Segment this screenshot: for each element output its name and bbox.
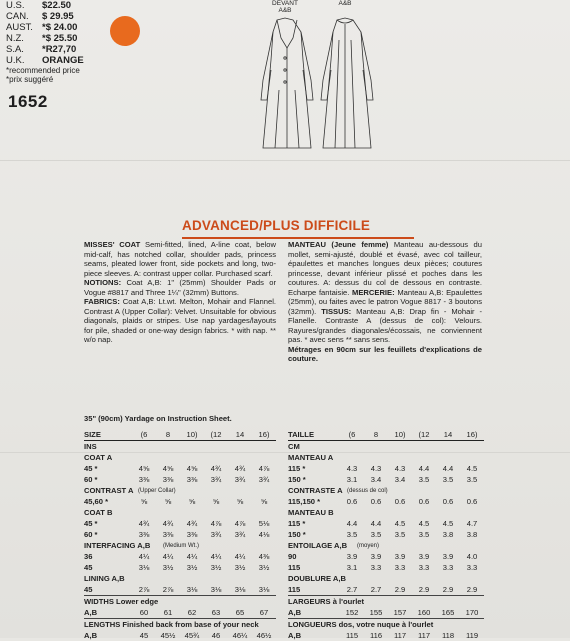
english-body: Semi-fitted, lined, A-line coat, below mid-calf, has notched collar, shoulder pads, princess seams, pleated lower front, side pockets and long, two-piece sleeves. A: contrast upper collar. Purchased scarf. (84, 240, 276, 278)
table-row (84, 441, 276, 452)
table-cell: 3.5 (394, 530, 406, 539)
table-row (84, 562, 276, 573)
table-row (288, 595, 484, 607)
table-cell: 3.5 (466, 475, 478, 484)
table-header-cell: (6 (140, 429, 148, 439)
table-cell: 3¾ (210, 530, 222, 539)
table-cell: 4⅛ (258, 530, 270, 539)
table-cell: 4⅞ (234, 519, 246, 528)
table-row (288, 584, 484, 595)
table-row-label: A,B (84, 631, 98, 640)
table-cell: 117 (393, 631, 407, 640)
table-cell: 3¾ (210, 475, 222, 484)
table-cell: 3.8 (442, 530, 454, 539)
table-row-label: 115,150 * (288, 497, 321, 506)
table-cell: 4¾ (162, 519, 174, 528)
table-cell: 45¾ (184, 631, 200, 640)
table-row-label: MANTEAU A (288, 453, 334, 462)
table-cell: 3.1 (346, 563, 358, 572)
table-row (288, 463, 484, 474)
table-row-sublabel: (moyen) (357, 542, 380, 549)
table-cell: ⅝ (260, 497, 268, 506)
table-cell: 3¾ (258, 475, 270, 484)
table-cell: 46½ (256, 631, 272, 640)
coat-line-drawing-icon (255, 0, 375, 150)
table-row (288, 474, 484, 485)
table-row-sublabel: (Medium Wt.) (163, 542, 199, 549)
table-cell: 4⅞ (210, 519, 222, 528)
table-cell: 4⅞ (258, 464, 270, 473)
table-row-label: 45 * (84, 464, 98, 473)
table-header-cell: SIZE (84, 429, 101, 439)
table-header-cell: TAILLE (288, 429, 315, 439)
table-row-label: DOUBLURE A,B (288, 574, 346, 583)
table-row (84, 463, 276, 474)
table-row-label: 115 (288, 563, 301, 572)
table-cell: 4¼ (162, 552, 174, 561)
table-cell: 3.8 (466, 530, 478, 539)
table-cell: 3.5 (442, 475, 454, 484)
pattern-number: 1652 (8, 92, 48, 111)
table-row (84, 540, 276, 551)
table-cell: 3¾ (234, 475, 246, 484)
price-note: *recommended price (6, 66, 80, 75)
orange-dot-icon (110, 16, 140, 46)
table-cell: 3.9 (418, 552, 430, 561)
table-row (288, 607, 484, 618)
table-cell: 3.5 (346, 530, 358, 539)
price-row (6, 22, 84, 33)
table-row (288, 518, 484, 529)
table-cell: 4.0 (466, 552, 478, 561)
table-cell: 4¼ (186, 552, 198, 561)
table-cell: 3½ (258, 563, 270, 572)
table-cell: 0.6 (442, 497, 454, 506)
table-cell: 4¾ (186, 519, 198, 528)
french-body: Manteau au-dessous du mollet, semi-ajusté, doublé et évasé, avec col tailleur, épaulettes et manches longues deux pièces; coutures princesse, devant inférieur plissé et poches dans les coutures. A: dessus du col de dessous en contraste. Echarpe fantaisie. (288, 240, 482, 297)
table-row-sublabel: (Upper Collar) (138, 487, 176, 494)
table-row (288, 551, 484, 562)
table-cell: 3.3 (394, 563, 406, 572)
table-row-sublabel: (dessus de col) (347, 487, 388, 494)
price-row (6, 55, 84, 66)
table-header-cell: 16) (258, 429, 270, 439)
table-cell: 2.7 (370, 585, 382, 594)
table-row-label: CONTRAST A (84, 486, 134, 495)
table-cell: 2.9 (466, 585, 478, 594)
table-cell: 4.5 (466, 464, 478, 473)
table-cell: 3⅜ (186, 475, 198, 484)
table-row-label: COAT B (84, 508, 113, 517)
table-cell: 115 (345, 631, 359, 640)
table-cell: 165 (441, 608, 455, 617)
yardage-note: 35" (90cm) Yardage on Instruction Sheet. (84, 414, 232, 423)
table-header-cell: 10) (186, 429, 198, 439)
fabrics-text: Coat A,B: Lt.wt. Melton, Mohair and Flannel. Contrast A (Upper Collar): Velvet. Unsuitable for obvious diagonals, plaids or stripes. Use nap yardages/layouts for pile, shaded or one-way design fabrics. * with nap. ** w/o nap. (84, 297, 276, 344)
price-row (6, 0, 84, 11)
table-cell: 3.5 (418, 530, 430, 539)
table-cell: 4⅝ (186, 464, 198, 473)
table-row (84, 551, 276, 562)
table-cell: 4.4 (370, 519, 382, 528)
table-cell: 3.5 (370, 530, 382, 539)
table-row-label: 60 * (84, 475, 98, 484)
table-header-cell: (12 (418, 429, 430, 439)
price-value: $ 29.95 (42, 11, 74, 22)
table-row (84, 452, 276, 463)
mercerie-text: Manteau A,B: Epaulettes (25mm), ou faites avec le patron Vogue 8817 - 3 boutons (32mm). (288, 287, 482, 316)
table-row-label: 60 * (84, 530, 98, 539)
table-row-label: 36 (84, 552, 93, 561)
price-list (6, 0, 84, 84)
table-row (84, 573, 276, 584)
table-row (84, 507, 276, 518)
table-row (288, 485, 484, 496)
price-country: S.A. (6, 44, 24, 55)
metrage-note: Métrages en 90cm sur les feuillets d'explications de couture. (288, 344, 482, 363)
english-title: MISSES' COAT (84, 240, 141, 249)
table-cell: 4.4 (442, 464, 454, 473)
table-cell: 4¾ (210, 464, 222, 473)
table-cell: 0.6 (418, 497, 430, 506)
table-row-label: 150 * (288, 530, 306, 539)
table-cell: 170 (465, 608, 479, 617)
table-row (84, 607, 276, 618)
table-row (84, 595, 276, 607)
table-cell: 3⅜ (186, 530, 198, 539)
table-cell: 4.5 (442, 519, 454, 528)
notions-text: Coat A,B: 1" (25mm) Shoulder Pads or Vogue #8817 and Three 1¼" (32mm) Buttons. (84, 278, 276, 297)
price-country: U.K. (6, 55, 25, 66)
table-cell: 0.6 (346, 497, 358, 506)
table-header-cell: 8 (373, 429, 379, 439)
table-cell: 160 (417, 608, 431, 617)
table-row-label: 90 (288, 552, 297, 561)
price-value: ORANGE (42, 55, 84, 66)
table-cell: 2⅞ (138, 585, 150, 594)
mercerie-label: MERCERIE: (352, 287, 395, 297)
garment-drawings (255, 0, 375, 150)
table-header-cell: 14 (235, 429, 245, 439)
table-cell: 3⅛ (234, 585, 246, 594)
price-row (6, 44, 84, 55)
table-cell: 3.3 (466, 563, 478, 572)
price-value: *$ 24.00 (42, 22, 78, 33)
table-cell: 0.6 (466, 497, 478, 506)
table-row-label: 45 (84, 585, 93, 594)
table-cell: 3⅜ (162, 530, 174, 539)
french-title: MANTEAU (Jeune femme) (288, 240, 389, 249)
table-cell: 118 (441, 631, 455, 640)
price-country: U.S. (6, 0, 25, 11)
table-cell: 4.7 (466, 519, 478, 528)
table-row-label: A,B (84, 608, 98, 617)
table-cell: 46¼ (232, 631, 248, 640)
table-row (288, 441, 484, 452)
table-cell: 2⅞ (162, 585, 174, 594)
table-row-label: CONTRASTE A (288, 486, 343, 495)
table-row (84, 630, 276, 641)
table-row (288, 496, 484, 507)
table-cell: 2.9 (418, 585, 430, 594)
table-cell: 4.4 (346, 519, 358, 528)
table-row (84, 529, 276, 540)
back-drawing-label: A&B (338, 0, 352, 7)
table-cell: 2.9 (394, 585, 406, 594)
table-cell: 3¾ (234, 530, 246, 539)
table-cell: 116 (369, 631, 383, 640)
table-row (84, 584, 276, 595)
table-cell: 3½ (162, 563, 174, 572)
tissus-text: Manteau A,B: Drap fin - Mohair - Flanelle. Contraste A (dessus de col): Velours. Rayures/grandes diagonales/écossais, ne conviennent pas. * avec sens ** sans sens. (288, 306, 482, 344)
table-cell: 67 (259, 608, 269, 617)
notions-label: NOTIONS: (84, 278, 122, 287)
table-row (288, 529, 484, 540)
table-cell: 4.5 (418, 519, 430, 528)
table-header (84, 428, 276, 441)
table-cell: 2.9 (442, 585, 454, 594)
table-row (288, 507, 484, 518)
table-cell: 3.9 (442, 552, 454, 561)
table-row (288, 573, 484, 584)
table-cell: 45½ (160, 631, 176, 640)
table-row (288, 562, 484, 573)
heading-underline (182, 237, 414, 239)
table-row (84, 496, 276, 507)
table-cell: 4¾ (138, 519, 150, 528)
table-cell: 3.9 (370, 552, 382, 561)
table-cell: 4.5 (394, 519, 406, 528)
table-cell: 60 (139, 608, 149, 617)
table-row (288, 618, 484, 630)
table-cell: 4.4 (418, 464, 430, 473)
table-cell: 119 (465, 631, 479, 640)
table-row (84, 618, 276, 630)
price-row (6, 33, 84, 44)
table-cell: 3.5 (418, 475, 430, 484)
table-cell: 3⅜ (162, 475, 174, 484)
table-cell: 4⅜ (258, 552, 270, 561)
table-cell: 4¾ (234, 464, 246, 473)
table-cell: 2.7 (346, 585, 358, 594)
table-row-label: WIDTHS Lower edge (84, 597, 159, 606)
table-row (288, 452, 484, 463)
table-header-cell: 8 (165, 429, 171, 439)
english-description (84, 240, 276, 345)
difficulty-heading: ADVANCED/PLUS DIFFICILE (182, 218, 370, 233)
table-cell: 3⅛ (138, 563, 150, 572)
table-cell: 3½ (234, 563, 246, 572)
table-cell: 3½ (210, 563, 222, 572)
table-cell: 3.4 (394, 475, 406, 484)
table-row-label: A,B (288, 631, 302, 640)
table-cell: 3.4 (370, 475, 382, 484)
table-row-label: 45,60 * (84, 497, 109, 506)
table-header (288, 428, 484, 441)
table-cell: 4.3 (346, 464, 358, 473)
table-cell: 3⅛ (186, 585, 198, 594)
price-country: N.Z. (6, 33, 24, 44)
table-row-label: 115 * (288, 464, 306, 473)
table-cell: 3½ (186, 563, 198, 572)
table-cell: 4¼ (138, 552, 150, 561)
table-cell: 4¼ (234, 552, 246, 561)
table-cell: 3⅜ (138, 475, 150, 484)
table-cell: 3⅛ (210, 585, 222, 594)
table-header-cell: (6 (348, 429, 356, 439)
table-cell: 3.3 (370, 563, 382, 572)
table-row-label: CM (288, 442, 300, 451)
table-cell: 4⅝ (138, 464, 150, 473)
table-row-label: LARGEURS à l'ourlet (288, 597, 365, 606)
table-cell: 4¼ (210, 552, 222, 561)
table-cell: 3.9 (394, 552, 406, 561)
price-value: $22.50 (42, 0, 72, 11)
table-cell: 46 (211, 631, 221, 640)
table-row (288, 630, 484, 641)
front-drawing-label: DEVANT A&B (272, 0, 298, 14)
table-cell: ⅝ (164, 497, 172, 506)
table-cell: 3.3 (418, 563, 430, 572)
table-cell: 3.3 (442, 563, 454, 572)
price-value: *$ 25.50 (42, 33, 78, 44)
table-row-label: LENGTHS Finished back from base of your neck (84, 620, 259, 629)
price-note: *prix suggéré (6, 75, 54, 84)
table-cell: 4.3 (394, 464, 406, 473)
table-row-label: 150 * (288, 475, 306, 484)
paper-crease (0, 160, 570, 161)
table-header-cell: 14 (443, 429, 453, 439)
table-cell: 62 (187, 608, 197, 617)
price-value: *R27,70 (42, 44, 77, 55)
table-cell: 0.6 (370, 497, 382, 506)
fabrics-label: FABRICS: (84, 297, 120, 306)
yardage-table-french (288, 428, 484, 641)
table-row-label: 115 * (288, 519, 306, 528)
table-cell: 4.3 (370, 464, 382, 473)
table-header-cell: 10) (394, 429, 406, 439)
table-row-label: INTERFACING A,B (84, 541, 151, 550)
yardage-table-english (84, 428, 276, 641)
table-row-label: ENTOILAGE A,B (288, 541, 348, 550)
french-description (288, 240, 482, 364)
table-row (288, 540, 484, 551)
table-cell: 117 (417, 631, 431, 640)
table-cell: 155 (369, 608, 383, 617)
table-row (84, 518, 276, 529)
table-header-cell: (12 (210, 429, 222, 439)
table-row-label: LONGUEURS dos, votre nuque à l'ourlet (288, 620, 434, 629)
table-row-label: COAT A (84, 453, 113, 462)
table-row-label: 115 (288, 585, 301, 594)
table-cell: ⅝ (212, 497, 220, 506)
table-row-label: 45 (84, 563, 93, 572)
table-cell: ⅝ (236, 497, 244, 506)
table-cell: 65 (235, 608, 245, 617)
price-row (6, 11, 84, 22)
table-cell: 3.9 (346, 552, 358, 561)
price-country: CAN. (6, 11, 29, 22)
table-row-label: LINING A,B (84, 574, 125, 583)
table-header-cell: 16) (466, 429, 478, 439)
tissus-label: TISSUS: (321, 306, 352, 316)
table-cell: ⅝ (188, 497, 196, 506)
table-cell: ⅝ (140, 497, 148, 506)
table-cell: 0.6 (394, 497, 406, 506)
table-row (84, 474, 276, 485)
table-row (84, 485, 276, 496)
table-row-label: INS (84, 442, 97, 451)
table-cell: 4⅝ (162, 464, 174, 473)
table-cell: 63 (211, 608, 221, 617)
table-row-label: A,B (288, 608, 302, 617)
table-cell: 152 (345, 608, 359, 617)
table-cell: 3⅜ (138, 530, 150, 539)
table-cell: 3⅛ (258, 585, 270, 594)
table-cell: 5⅛ (258, 519, 270, 528)
table-cell: 3.1 (346, 475, 358, 484)
table-cell: 157 (393, 608, 407, 617)
price-country: AUST. (6, 22, 33, 33)
table-row-label: 45 * (84, 519, 98, 528)
table-cell: 61 (163, 608, 173, 617)
table-cell: 45 (139, 631, 149, 640)
table-row-label: MANTEAU B (288, 508, 334, 517)
